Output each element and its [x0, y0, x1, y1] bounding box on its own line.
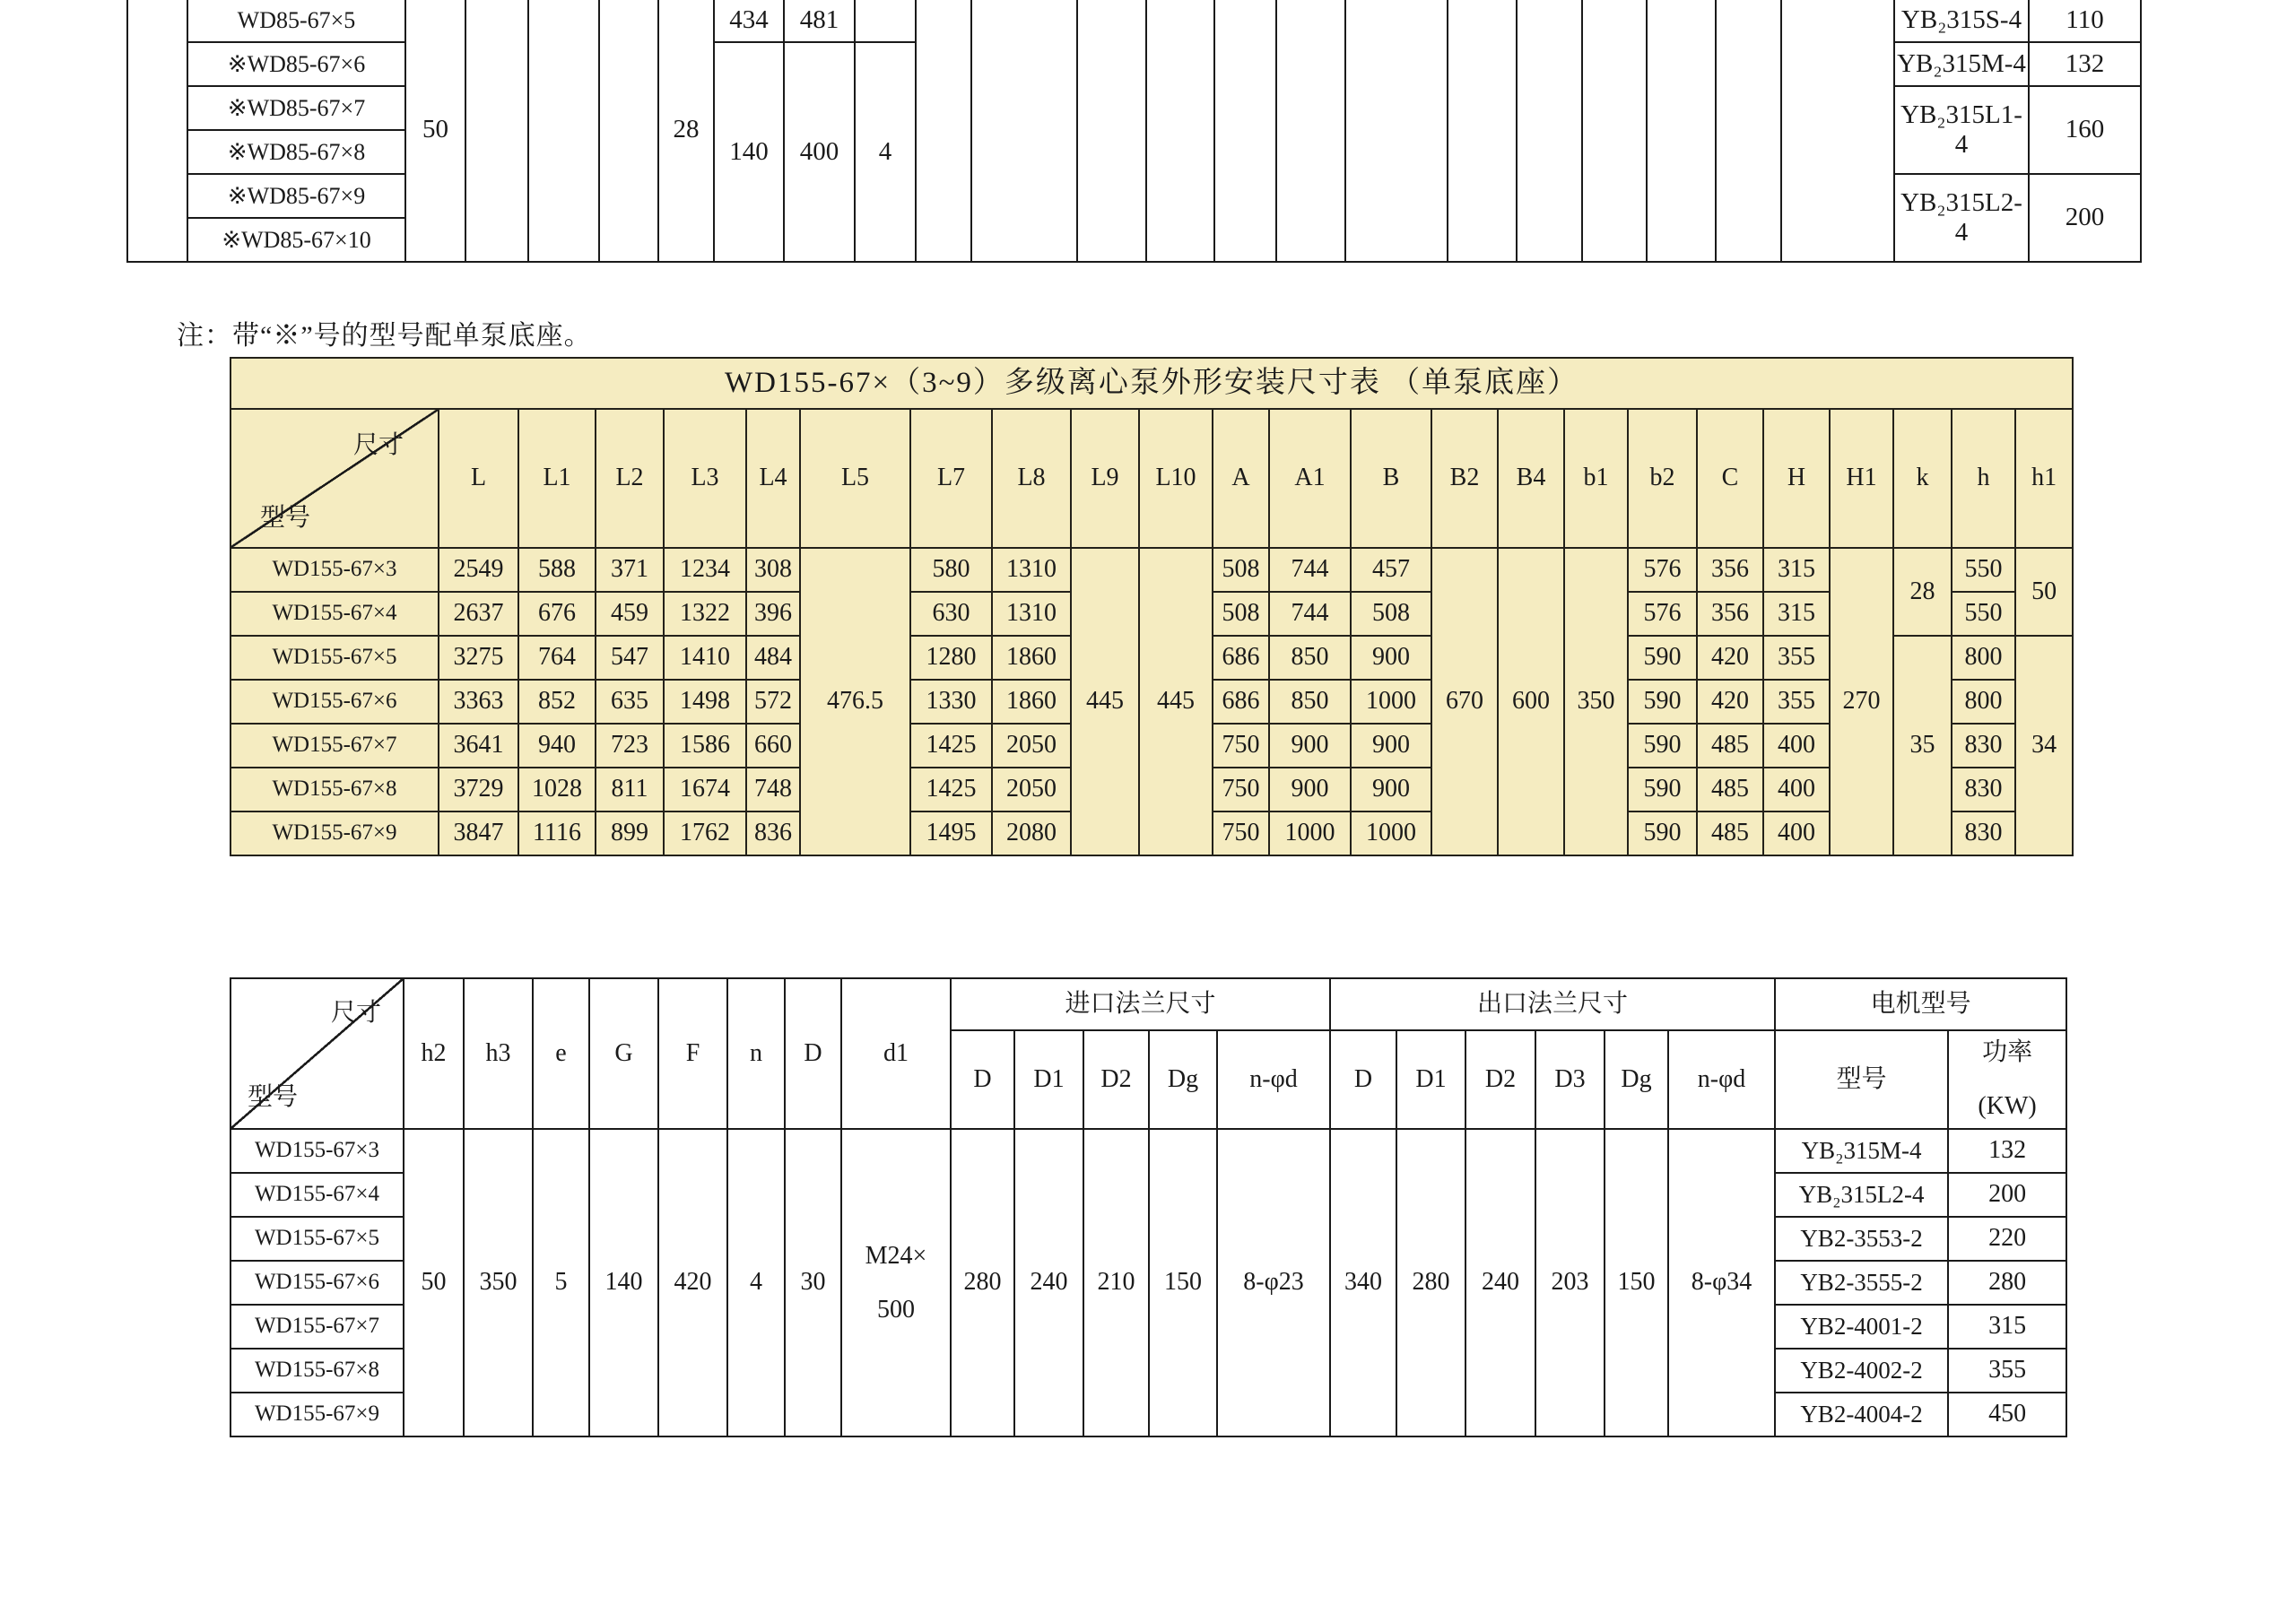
- merged-value-cell: 420: [658, 1129, 727, 1436]
- table-title: WD155-67×（3~9）多级离心泵外形安装尺寸表 （单泵底座）: [230, 358, 2073, 409]
- merged-value-cell: 50: [404, 1129, 464, 1436]
- value-cell: 2637: [439, 592, 518, 636]
- value-cell: 355: [1763, 680, 1830, 724]
- value-cell: 550: [1952, 548, 2015, 592]
- merged-value-cell: 445: [1071, 548, 1139, 855]
- header-cell: Dg: [1605, 1030, 1668, 1129]
- value-cell: 400: [1763, 768, 1830, 812]
- merged-value-cell: 140: [589, 1129, 658, 1436]
- merged-value-cell: 4: [727, 1129, 785, 1436]
- value-cell: 1028: [518, 768, 596, 812]
- power-cell: 280: [1948, 1261, 2066, 1305]
- value-cell: 3847: [439, 812, 518, 855]
- value-cell: 508: [1213, 592, 1269, 636]
- model-cell: ※WD85-67×9: [187, 174, 405, 218]
- empty-cell: [1582, 0, 1647, 262]
- motor-model-cell: YB₂315M-4: [1775, 1129, 1948, 1173]
- corner-header: [230, 978, 404, 1129]
- merged-value-cell: 476.5: [800, 548, 910, 855]
- value-cell: 547: [596, 636, 664, 680]
- value-cell: 590: [1628, 768, 1697, 812]
- value-cell: 800: [1952, 636, 2015, 680]
- value-cell: 900: [1351, 768, 1431, 812]
- value-cell: 485: [1697, 768, 1763, 812]
- value-cell: 850: [1269, 680, 1351, 724]
- header-cell: D1: [1396, 1030, 1465, 1129]
- value-cell: 1860: [992, 636, 1071, 680]
- value-cell: 1498: [664, 680, 746, 724]
- value-cell: 400: [1763, 812, 1830, 855]
- value-cell: 508: [1213, 548, 1269, 592]
- value-cell: 1495: [910, 812, 992, 855]
- header-cell: A1: [1269, 409, 1351, 548]
- header-cell: 型号: [1775, 1030, 1948, 1129]
- value-cell: 355: [1763, 636, 1830, 680]
- table-row: [230, 409, 2073, 548]
- corner-header: [230, 409, 439, 548]
- corner-label-model: 型号: [248, 1082, 299, 1111]
- value-cell: 764: [518, 636, 596, 680]
- merged-value-cell: 30: [785, 1129, 841, 1436]
- value-cell: 852: [518, 680, 596, 724]
- empty-cell: [1077, 0, 1146, 262]
- value-cell: 3729: [439, 768, 518, 812]
- value-cell: 750: [1213, 812, 1269, 855]
- empty-cell: [465, 0, 528, 262]
- value-cell: 434: [714, 0, 784, 42]
- corner-label-size: 尺寸: [352, 431, 404, 459]
- value-cell: 400: [1763, 724, 1830, 768]
- power-cell: 132: [2029, 42, 2141, 86]
- value-cell: 576: [1628, 592, 1697, 636]
- motor-model-cell: YB₂315L2-4: [1775, 1173, 1948, 1217]
- merged-value-cell: 34: [2015, 636, 2073, 855]
- value-cell: 1000: [1351, 812, 1431, 855]
- table-row: [230, 978, 2066, 1030]
- merged-value-cell: M24× 500: [841, 1129, 951, 1436]
- merged-value-cell: 240: [1014, 1129, 1083, 1436]
- value-cell: 830: [1952, 768, 2015, 812]
- value-cell: 3363: [439, 680, 518, 724]
- header-cell: D: [951, 1030, 1014, 1129]
- merged-value-cell: 670: [1431, 548, 1498, 855]
- value-cell: 1280: [910, 636, 992, 680]
- motor-model-cell: YB2-3555-2: [1775, 1261, 1948, 1305]
- model-cell: WD155-67×5: [230, 1217, 404, 1261]
- value-cell: 1410: [664, 636, 746, 680]
- motor-model-cell: YB₂315S-4: [1894, 0, 2029, 42]
- merged-value-cell: 8-φ23: [1217, 1129, 1330, 1436]
- value-cell: 830: [1952, 724, 2015, 768]
- value-cell: 550: [1952, 592, 2015, 636]
- header-cell: B2: [1431, 409, 1498, 548]
- header-cell: B: [1351, 409, 1431, 548]
- value-cell: 420: [1697, 636, 1763, 680]
- empty-cell: [1276, 0, 1345, 262]
- empty-cell: [916, 0, 971, 262]
- value-cell: 676: [518, 592, 596, 636]
- value-cell: 940: [518, 724, 596, 768]
- power-cell: 132: [1948, 1129, 2066, 1173]
- model-cell: ※WD85-67×10: [187, 218, 405, 262]
- merged-value-cell: 600: [1498, 548, 1564, 855]
- header-cell: d1: [841, 978, 951, 1129]
- group-header-cell: 进口法兰尺寸: [951, 978, 1330, 1030]
- value-cell: 420: [1697, 680, 1763, 724]
- header-cell: n: [727, 978, 785, 1129]
- value-cell: 660: [746, 724, 800, 768]
- value-cell: 140: [714, 42, 784, 262]
- model-cell: WD85-67×5: [187, 0, 405, 42]
- value-cell: 900: [1351, 724, 1431, 768]
- motor-model-cell: YB₂315L1-4: [1894, 86, 2029, 174]
- motor-model-cell: YB2-3553-2: [1775, 1217, 1948, 1261]
- empty-cell: [1345, 0, 1448, 262]
- value-cell: 371: [596, 548, 664, 592]
- value-cell: 356: [1697, 592, 1763, 636]
- value-cell: 588: [518, 548, 596, 592]
- header-cell: L10: [1139, 409, 1213, 548]
- value-cell: 2549: [439, 548, 518, 592]
- value-cell: 590: [1628, 724, 1697, 768]
- empty-cell: [1146, 0, 1214, 262]
- value-cell: 899: [596, 812, 664, 855]
- empty-cell: [1214, 0, 1276, 262]
- merged-value-cell: 210: [1083, 1129, 1149, 1436]
- motor-model-cell: YB₂315L2-4: [1894, 174, 2029, 262]
- model-cell: WD155-67×6: [230, 680, 439, 724]
- value-cell: 1116: [518, 812, 596, 855]
- value-cell: 744: [1269, 592, 1351, 636]
- merged-value-cell: 150: [1149, 1129, 1217, 1436]
- value-cell: 459: [596, 592, 664, 636]
- value-cell: 356: [1697, 548, 1763, 592]
- model-cell: WD155-67×6: [230, 1261, 404, 1305]
- table-row: [230, 1129, 2066, 1173]
- value-cell: 744: [1269, 548, 1351, 592]
- value-cell: 590: [1628, 636, 1697, 680]
- header-cell: D1: [1014, 1030, 1083, 1129]
- model-cell: WD155-67×7: [230, 724, 439, 768]
- empty-cell: [855, 0, 916, 42]
- header-cell: H1: [1830, 409, 1893, 548]
- value-cell: 900: [1269, 724, 1351, 768]
- header-cell: H: [1763, 409, 1830, 548]
- value-cell: 630: [910, 592, 992, 636]
- value-cell: 315: [1763, 592, 1830, 636]
- value-cell: 28: [658, 0, 714, 262]
- model-cell: ※WD85-67×8: [187, 130, 405, 174]
- header-cell: n-φd: [1668, 1030, 1775, 1129]
- value-cell: 686: [1213, 636, 1269, 680]
- header-cell: A: [1213, 409, 1269, 548]
- header-cell: F: [658, 978, 727, 1129]
- model-cell: WD155-67×9: [230, 812, 439, 855]
- header-cell: L9: [1071, 409, 1139, 548]
- empty-cell: [1647, 0, 1716, 262]
- table-row: [230, 358, 2073, 409]
- motor-model-cell: YB2-4002-2: [1775, 1349, 1948, 1393]
- value-cell: 1310: [992, 548, 1071, 592]
- header-cell: L1: [518, 409, 596, 548]
- power-cell: 220: [1948, 1217, 2066, 1261]
- header-cell: n-φd: [1217, 1030, 1330, 1129]
- header-cell: L4: [746, 409, 800, 548]
- value-cell: 4: [855, 42, 916, 262]
- value-cell: 485: [1697, 812, 1763, 855]
- value-cell: 723: [596, 724, 664, 768]
- empty-cell: [528, 0, 599, 262]
- corner-label-size: 尺寸: [330, 999, 381, 1027]
- table-row: [230, 548, 2073, 592]
- empty-cell: [599, 0, 658, 262]
- value-cell: 900: [1269, 768, 1351, 812]
- value-cell: 1762: [664, 812, 746, 855]
- motor-model-cell: YB2-4004-2: [1775, 1393, 1948, 1436]
- header-cell: L5: [800, 409, 910, 548]
- value-cell: 811: [596, 768, 664, 812]
- merged-value-cell: 5: [533, 1129, 589, 1436]
- value-cell: 2050: [992, 768, 1071, 812]
- value-cell: 2050: [992, 724, 1071, 768]
- header-cell: L8: [992, 409, 1071, 548]
- value-cell: 1330: [910, 680, 992, 724]
- merged-value-cell: 150: [1605, 1129, 1668, 1436]
- value-cell: 481: [784, 0, 855, 42]
- model-cell: WD155-67×8: [230, 1349, 404, 1393]
- value-cell: 830: [1952, 812, 2015, 855]
- power-cell: 160: [2029, 86, 2141, 174]
- power-cell: 355: [1948, 1349, 2066, 1393]
- value-cell: 1586: [664, 724, 746, 768]
- value-cell: 590: [1628, 680, 1697, 724]
- value-cell: 50: [405, 0, 465, 262]
- header-cell: h1: [2015, 409, 2073, 548]
- value-cell: 485: [1697, 724, 1763, 768]
- value-cell: 457: [1351, 548, 1431, 592]
- header-cell: b1: [1564, 409, 1628, 548]
- value-cell: 748: [746, 768, 800, 812]
- group-header-cell: 电机型号: [1775, 978, 2066, 1030]
- header-cell: h3: [464, 978, 533, 1129]
- header-cell: h: [1952, 409, 2015, 548]
- value-cell: 1322: [664, 592, 746, 636]
- empty-cell: [1781, 0, 1894, 262]
- value-cell: 308: [746, 548, 800, 592]
- empty-cell: [1448, 0, 1517, 262]
- merged-value-cell: 340: [1330, 1129, 1396, 1436]
- header-cell: 功率 (KW): [1948, 1030, 2066, 1129]
- header-cell: b2: [1628, 409, 1697, 548]
- model-cell: WD155-67×5: [230, 636, 439, 680]
- value-cell: 635: [596, 680, 664, 724]
- power-cell: 110: [2029, 0, 2141, 42]
- merged-value-cell: 203: [1535, 1129, 1605, 1436]
- model-cell: WD155-67×4: [230, 592, 439, 636]
- merged-value-cell: 280: [1396, 1129, 1465, 1436]
- merged-value-cell: 50: [2015, 548, 2073, 636]
- value-cell: 750: [1213, 724, 1269, 768]
- value-cell: 750: [1213, 768, 1269, 812]
- header-cell: Dg: [1149, 1030, 1217, 1129]
- power-cell: 200: [2029, 174, 2141, 262]
- model-cell: WD155-67×9: [230, 1393, 404, 1436]
- value-cell: 1000: [1269, 812, 1351, 855]
- header-cell: D2: [1465, 1030, 1535, 1129]
- value-cell: 1234: [664, 548, 746, 592]
- header-cell: L2: [596, 409, 664, 548]
- header-cell: k: [1893, 409, 1952, 548]
- merged-value-cell: 35: [1893, 636, 1952, 855]
- corner-label-model: 型号: [260, 503, 311, 532]
- value-cell: 3275: [439, 636, 518, 680]
- merged-value-cell: 8-φ34: [1668, 1129, 1775, 1436]
- merged-value-cell: 240: [1465, 1129, 1535, 1436]
- value-cell: 400: [784, 42, 855, 262]
- model-cell: WD155-67×8: [230, 768, 439, 812]
- table-wd155-flange-motor: [230, 977, 2067, 1437]
- empty-cell: [1517, 0, 1582, 262]
- value-cell: 1310: [992, 592, 1071, 636]
- header-cell: D: [785, 978, 841, 1129]
- model-cell: WD155-67×4: [230, 1173, 404, 1217]
- header-cell: G: [589, 978, 658, 1129]
- value-cell: 800: [1952, 680, 2015, 724]
- header-cell: L: [439, 409, 518, 548]
- group-header-cell: 出口法兰尺寸: [1330, 978, 1775, 1030]
- header-cell: D: [1330, 1030, 1396, 1129]
- value-cell: 315: [1763, 548, 1830, 592]
- empty-cell: [1716, 0, 1781, 262]
- value-cell: 396: [746, 592, 800, 636]
- value-cell: 1860: [992, 680, 1071, 724]
- merged-value-cell: 350: [464, 1129, 533, 1436]
- value-cell: 900: [1351, 636, 1431, 680]
- header-cell: D3: [1535, 1030, 1605, 1129]
- header-cell: C: [1697, 409, 1763, 548]
- value-cell: 576: [1628, 548, 1697, 592]
- merged-value-cell: 280: [951, 1129, 1014, 1436]
- header-cell: e: [533, 978, 589, 1129]
- header-cell: D2: [1083, 1030, 1149, 1129]
- note-text: 注：带“※”号的型号配单泵底座。: [177, 321, 592, 351]
- table-wd85-dimensions: [126, 0, 2142, 263]
- merged-value-cell: 270: [1830, 548, 1893, 855]
- value-cell: 1425: [910, 768, 992, 812]
- value-cell: 1674: [664, 768, 746, 812]
- merged-value-cell: 445: [1139, 548, 1213, 855]
- value-cell: 580: [910, 548, 992, 592]
- value-cell: 850: [1269, 636, 1351, 680]
- table-wd155-outline-dimensions: [230, 357, 2074, 856]
- motor-model-cell: YB2-4001-2: [1775, 1305, 1948, 1349]
- value-cell: 1425: [910, 724, 992, 768]
- value-cell: 3641: [439, 724, 518, 768]
- value-cell: 836: [746, 812, 800, 855]
- header-cell: L7: [910, 409, 992, 548]
- power-cell: 200: [1948, 1173, 2066, 1217]
- value-cell: 484: [746, 636, 800, 680]
- model-cell: ※WD85-67×6: [187, 42, 405, 86]
- model-cell: WD155-67×3: [230, 1129, 404, 1173]
- power-cell: 450: [1948, 1393, 2066, 1436]
- header-cell: h2: [404, 978, 464, 1129]
- motor-model-cell: YB₂315M-4: [1894, 42, 2029, 86]
- value-cell: 508: [1351, 592, 1431, 636]
- value-cell: 572: [746, 680, 800, 724]
- power-cell: 315: [1948, 1305, 2066, 1349]
- value-cell: 2080: [992, 812, 1071, 855]
- header-cell: B4: [1498, 409, 1564, 548]
- empty-cell: [971, 0, 1077, 262]
- merged-value-cell: 350: [1564, 548, 1628, 855]
- header-cell: L3: [664, 409, 746, 548]
- value-cell: 1000: [1351, 680, 1431, 724]
- model-cell: WD155-67×7: [230, 1305, 404, 1349]
- value-cell: 590: [1628, 812, 1697, 855]
- table-row: [127, 0, 2141, 42]
- value-cell: 686: [1213, 680, 1269, 724]
- empty-cell: [127, 0, 187, 262]
- model-cell: WD155-67×3: [230, 548, 439, 592]
- merged-value-cell: 28: [1893, 548, 1952, 636]
- model-cell: ※WD85-67×7: [187, 86, 405, 130]
